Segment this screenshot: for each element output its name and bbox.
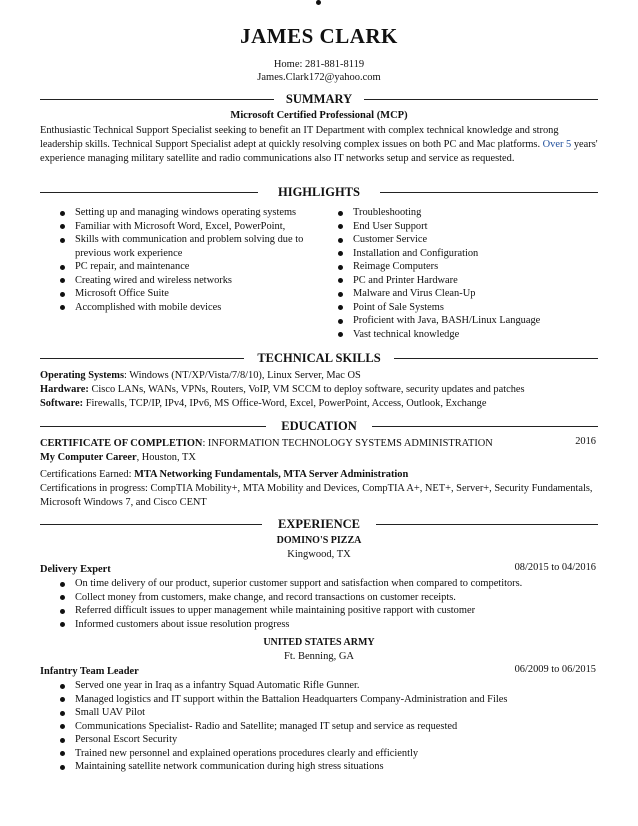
list-item-text: Setting up and managing windows operating systems [75, 207, 297, 218]
list-item [338, 220, 578, 234]
list-item-text: Informed customers about issue resolution progress [75, 618, 290, 630]
summary-text: Enthusiastic Technical Support Specialist seeking to benefit an IT Department with complex technical knowledge and strong leadership skills. Technical Support Specialist adept at quickly resolving complex issues on both PC and Mac platforms. Over 5 years' experience managing military satellite and radio communications also IT networks setup and service as requested. [40, 125, 598, 165]
list-item-text: Familiar with Microsoft Word, Excel, PowerPoint, [75, 220, 286, 232]
list-item [60, 720, 620, 734]
list-item [60, 747, 620, 761]
list-item-text: Creating wired and wireless networks [75, 274, 232, 286]
list-item [60, 301, 320, 315]
list-item [60, 260, 320, 274]
list-item [60, 591, 620, 605]
list-item [338, 314, 578, 328]
list-item [60, 760, 620, 774]
list-item-text: Trained new personnel and explained operations procedures clearly and efficiently [75, 747, 419, 759]
summary-title: SUMMARY [285, 92, 353, 106]
bullet-icon [60, 724, 65, 729]
list-item [338, 260, 578, 274]
bullet-icon [60, 738, 65, 743]
list-item [338, 287, 578, 301]
list-item [338, 328, 578, 342]
bullet-icon [60, 211, 65, 216]
list-item [338, 274, 578, 288]
bullet-icon [338, 305, 343, 310]
list-item [338, 206, 578, 220]
list-item-text: Skills with communication and problem solving due to previous work experience [75, 234, 304, 259]
hardware-line: Hardware: Cisco LANs, WANs, VPNs, Routers, VoIP, VM SCCM to deploy software, security updates and patches [40, 384, 525, 395]
bullet-icon [338, 211, 343, 216]
bullet-icon [60, 224, 65, 229]
certifications-earned: Certifications Earned: MTA Networking Fundamentals, MTA Server Administration [40, 469, 409, 480]
bullet-icon [60, 265, 65, 270]
bullet-icon [60, 711, 65, 716]
list-item [338, 247, 578, 261]
highlights-title: HIGHLIGHTS [278, 185, 360, 199]
bullet-icon [60, 292, 65, 297]
list-item [60, 604, 620, 618]
experience-heading [40, 517, 598, 531]
list-item-text: PC and Printer Hardware [353, 274, 458, 286]
job-company: DOMINO'S PIZZA [276, 535, 362, 546]
highlights-right-list [338, 206, 578, 341]
education-title: EDUCATION [281, 419, 357, 433]
job-location: Kingwood, TX [287, 549, 351, 560]
summary-heading [40, 92, 598, 106]
summary-highlight: Over 5 [542, 139, 572, 151]
list-item-text: Troubleshooting [353, 207, 422, 218]
list-item-text: On time delivery of our product, superior customer support and satisfaction when compared to competitors. [75, 578, 523, 589]
highlights-left-list [60, 206, 320, 314]
top-dot [316, 0, 321, 5]
list-item-text: Referred difficult issues to upper management while maintaining positive rapport with customer [75, 605, 476, 616]
bullet-icon [338, 251, 343, 256]
list-item-text: Personal Escort Security [75, 734, 178, 745]
list-item [338, 233, 578, 247]
list-item-text: Maintaining satellite network communication during high stress situations [75, 761, 384, 772]
education-certificate: CERTIFICATE OF COMPLETION: INFORMATION TECHNOLOGY SYSTEMS ADMINISTRATION [40, 438, 493, 449]
bullet-icon [60, 582, 65, 587]
certifications-in-progress: Certifications in progress: CompTIA Mobility+, MTA Mobility and Devices, CompTIA A+, NET+, Server+, Security Fundamentals, Microsoft Windows 7, and Cisco CENT [40, 483, 593, 508]
os-line: Operating Systems: Windows (NT/XP/Vista/7/8/10), Linux Server, Mac OS [40, 370, 361, 381]
job-location: Ft. Benning, GA [283, 651, 354, 662]
list-item-text: Vast technical knowledge [353, 328, 460, 340]
list-item [60, 233, 320, 260]
list-item-text: Proficient with Java, BASH/Linux Language [353, 315, 541, 326]
bullet-icon [338, 224, 343, 229]
list-item-text: PC repair, and maintenance [75, 261, 190, 272]
list-item-text: Served one year in Iraq as a infantry Squad Automatic Rifle Gunner. [75, 680, 360, 691]
list-item-text: Customer Service [353, 234, 428, 245]
bullet-icon [338, 238, 343, 243]
job-dates: 06/2009 to 06/2015 [514, 664, 596, 675]
list-item [338, 301, 578, 315]
candidate-name: JAMES CLARK [240, 24, 398, 48]
list-item-text: Malware and Virus Clean-Up [353, 288, 476, 299]
list-item [60, 220, 320, 234]
job-role: Infantry Team Leader [40, 666, 139, 677]
job-company: UNITED STATES ARMY [263, 637, 375, 648]
highlights-heading [40, 185, 598, 199]
bullet-icon [338, 319, 343, 324]
list-item [60, 577, 620, 591]
list-item-text: Small UAV Pilot [75, 707, 146, 718]
bullet-icon [60, 278, 65, 283]
bullet-icon [60, 751, 65, 756]
list-item [60, 274, 320, 288]
list-item [60, 206, 320, 220]
list-item-text: Accomplished with mobile devices [75, 301, 222, 313]
list-item [60, 706, 620, 720]
list-item-text: Microsoft Office Suite [75, 288, 169, 299]
bullet-icon [60, 697, 65, 702]
phone: Home: 281-881-8119 [273, 59, 365, 70]
education-school: My Computer Career, Houston, TX [40, 452, 196, 463]
list-item-text: Collect money from customers, make change, and record transactions on customer receipts. [75, 591, 456, 603]
bullet-icon [338, 292, 343, 297]
list-item [60, 287, 320, 301]
bullet-icon [60, 238, 65, 243]
list-item-text: End User Support [353, 220, 428, 232]
bullet-icon [338, 278, 343, 283]
bullet-icon [338, 332, 343, 337]
bullet-icon [60, 622, 65, 627]
list-item [60, 693, 620, 707]
bullet-icon [338, 265, 343, 270]
job-bullet-list [60, 679, 620, 774]
job-dates: 08/2015 to 04/2016 [514, 562, 596, 573]
list-item-text: Managed logistics and IT support within the Battalion Headquarters Company-Administration and Files [75, 693, 508, 705]
job-role: Delivery Expert [40, 564, 111, 575]
education-year: 2016 [575, 436, 596, 447]
list-item [60, 679, 620, 693]
list-item-text: Point of Sale Systems [353, 301, 444, 313]
experience-title: EXPERIENCE [278, 517, 360, 531]
bullet-icon [60, 609, 65, 614]
bullet-icon [60, 684, 65, 689]
technical-skills-heading [40, 351, 598, 365]
bullet-icon [60, 765, 65, 770]
list-item [60, 733, 620, 747]
list-item [60, 618, 620, 632]
list-item-text: Installation and Configuration [353, 247, 479, 259]
bullet-icon [60, 595, 65, 600]
email: James.Clark172@yahoo.com [257, 72, 381, 83]
software-line: Software: Firewalls, TCP/IP, IPv4, IPv6, MS Office-Word, Excel, PowerPoint, Access, Outlook, Exchange [40, 398, 487, 409]
education-heading [40, 419, 598, 433]
bullet-icon [60, 305, 65, 310]
list-item-text: Communications Specialist- Radio and Satellite; managed IT setup and service as requested [75, 720, 458, 732]
list-item-text: Reimage Computers [353, 261, 439, 272]
job-bullet-list [60, 577, 620, 631]
summary-cert: Microsoft Certified Professional (MCP) [230, 110, 408, 121]
technical-skills-title: TECHNICAL SKILLS [257, 351, 381, 365]
